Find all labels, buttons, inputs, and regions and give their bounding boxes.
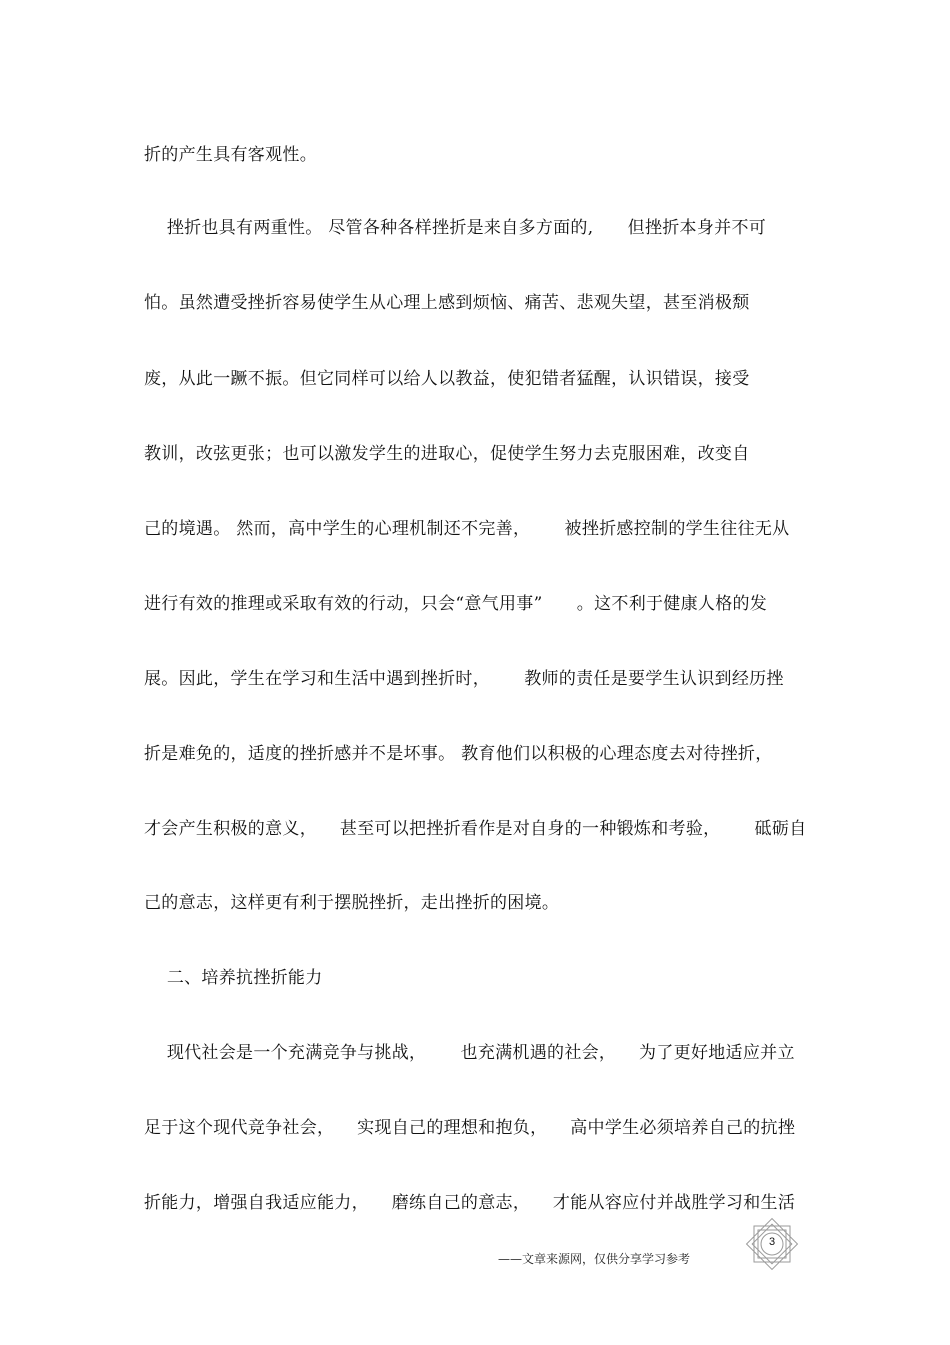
text-line: 足于这个现代竞争社会， 实现自己的理想和抱负， 高中学生必须培养自己的抗挫 — [144, 1118, 796, 1138]
footer-source-note: ——文章来源网，仅供分享学习参考 — [498, 1252, 691, 1266]
page-number-badge — [744, 1216, 800, 1272]
text-line: 废，从此一蹶不振。但它同样可以给人以教益，使犯错者猛醒，认识错误，接受 — [144, 369, 750, 389]
text-line: 教训，改弦更张；也可以激发学生的进取心，促使学生努力去克服困难，改变自 — [144, 444, 750, 464]
text-line: 才会产生积极的意义， 甚至可以把挫折看作是对自身的一种锻炼和考验， 砥砺自 — [144, 819, 807, 839]
text-line: 现代社会是一个充满竞争与挑战， 也充满机遇的社会， 为了更好地适应并立 — [144, 1043, 795, 1063]
text-line: 折的产生具有客观性。 — [144, 145, 317, 165]
section-heading: 二、培养抗挫折能力 — [144, 968, 323, 988]
text-line: 己的境遇。 然而，高中学生的心理机制还不完善， 被挫折感控制的学生往往无从 — [144, 519, 790, 539]
text-line: 折能力，增强自我适应能力， 磨练自己的意志， 才能从容应付并战胜学习和生活 — [144, 1193, 796, 1213]
page-number: 3 — [768, 1236, 776, 1248]
text-line: 进行有效的推理或采取有效的行动，只会“意气用事” 。这不利于健康人格的发 — [144, 594, 768, 614]
text-line: 己的意志，这样更有利于摆脱挫折，走出挫折的困境。 — [144, 893, 560, 913]
text-line: 挫折也具有两重性。 尽管各种各样挫折是来自多方面的, 但挫折本身并不可 — [144, 218, 767, 238]
text-line: 折是难免的，适度的挫折感并不是坏事。 教育他们以积极的心理态度去对待挫折， — [144, 744, 773, 764]
text-line: 怕。虽然遭受挫折容易使学生从心理上感到烦恼、痛苦、悲观失望，甚至消极颓 — [144, 293, 750, 313]
text-line: 展。因此，学生在学习和生活中遇到挫折时， 教师的责任是要学生认识到经历挫 — [144, 669, 784, 689]
